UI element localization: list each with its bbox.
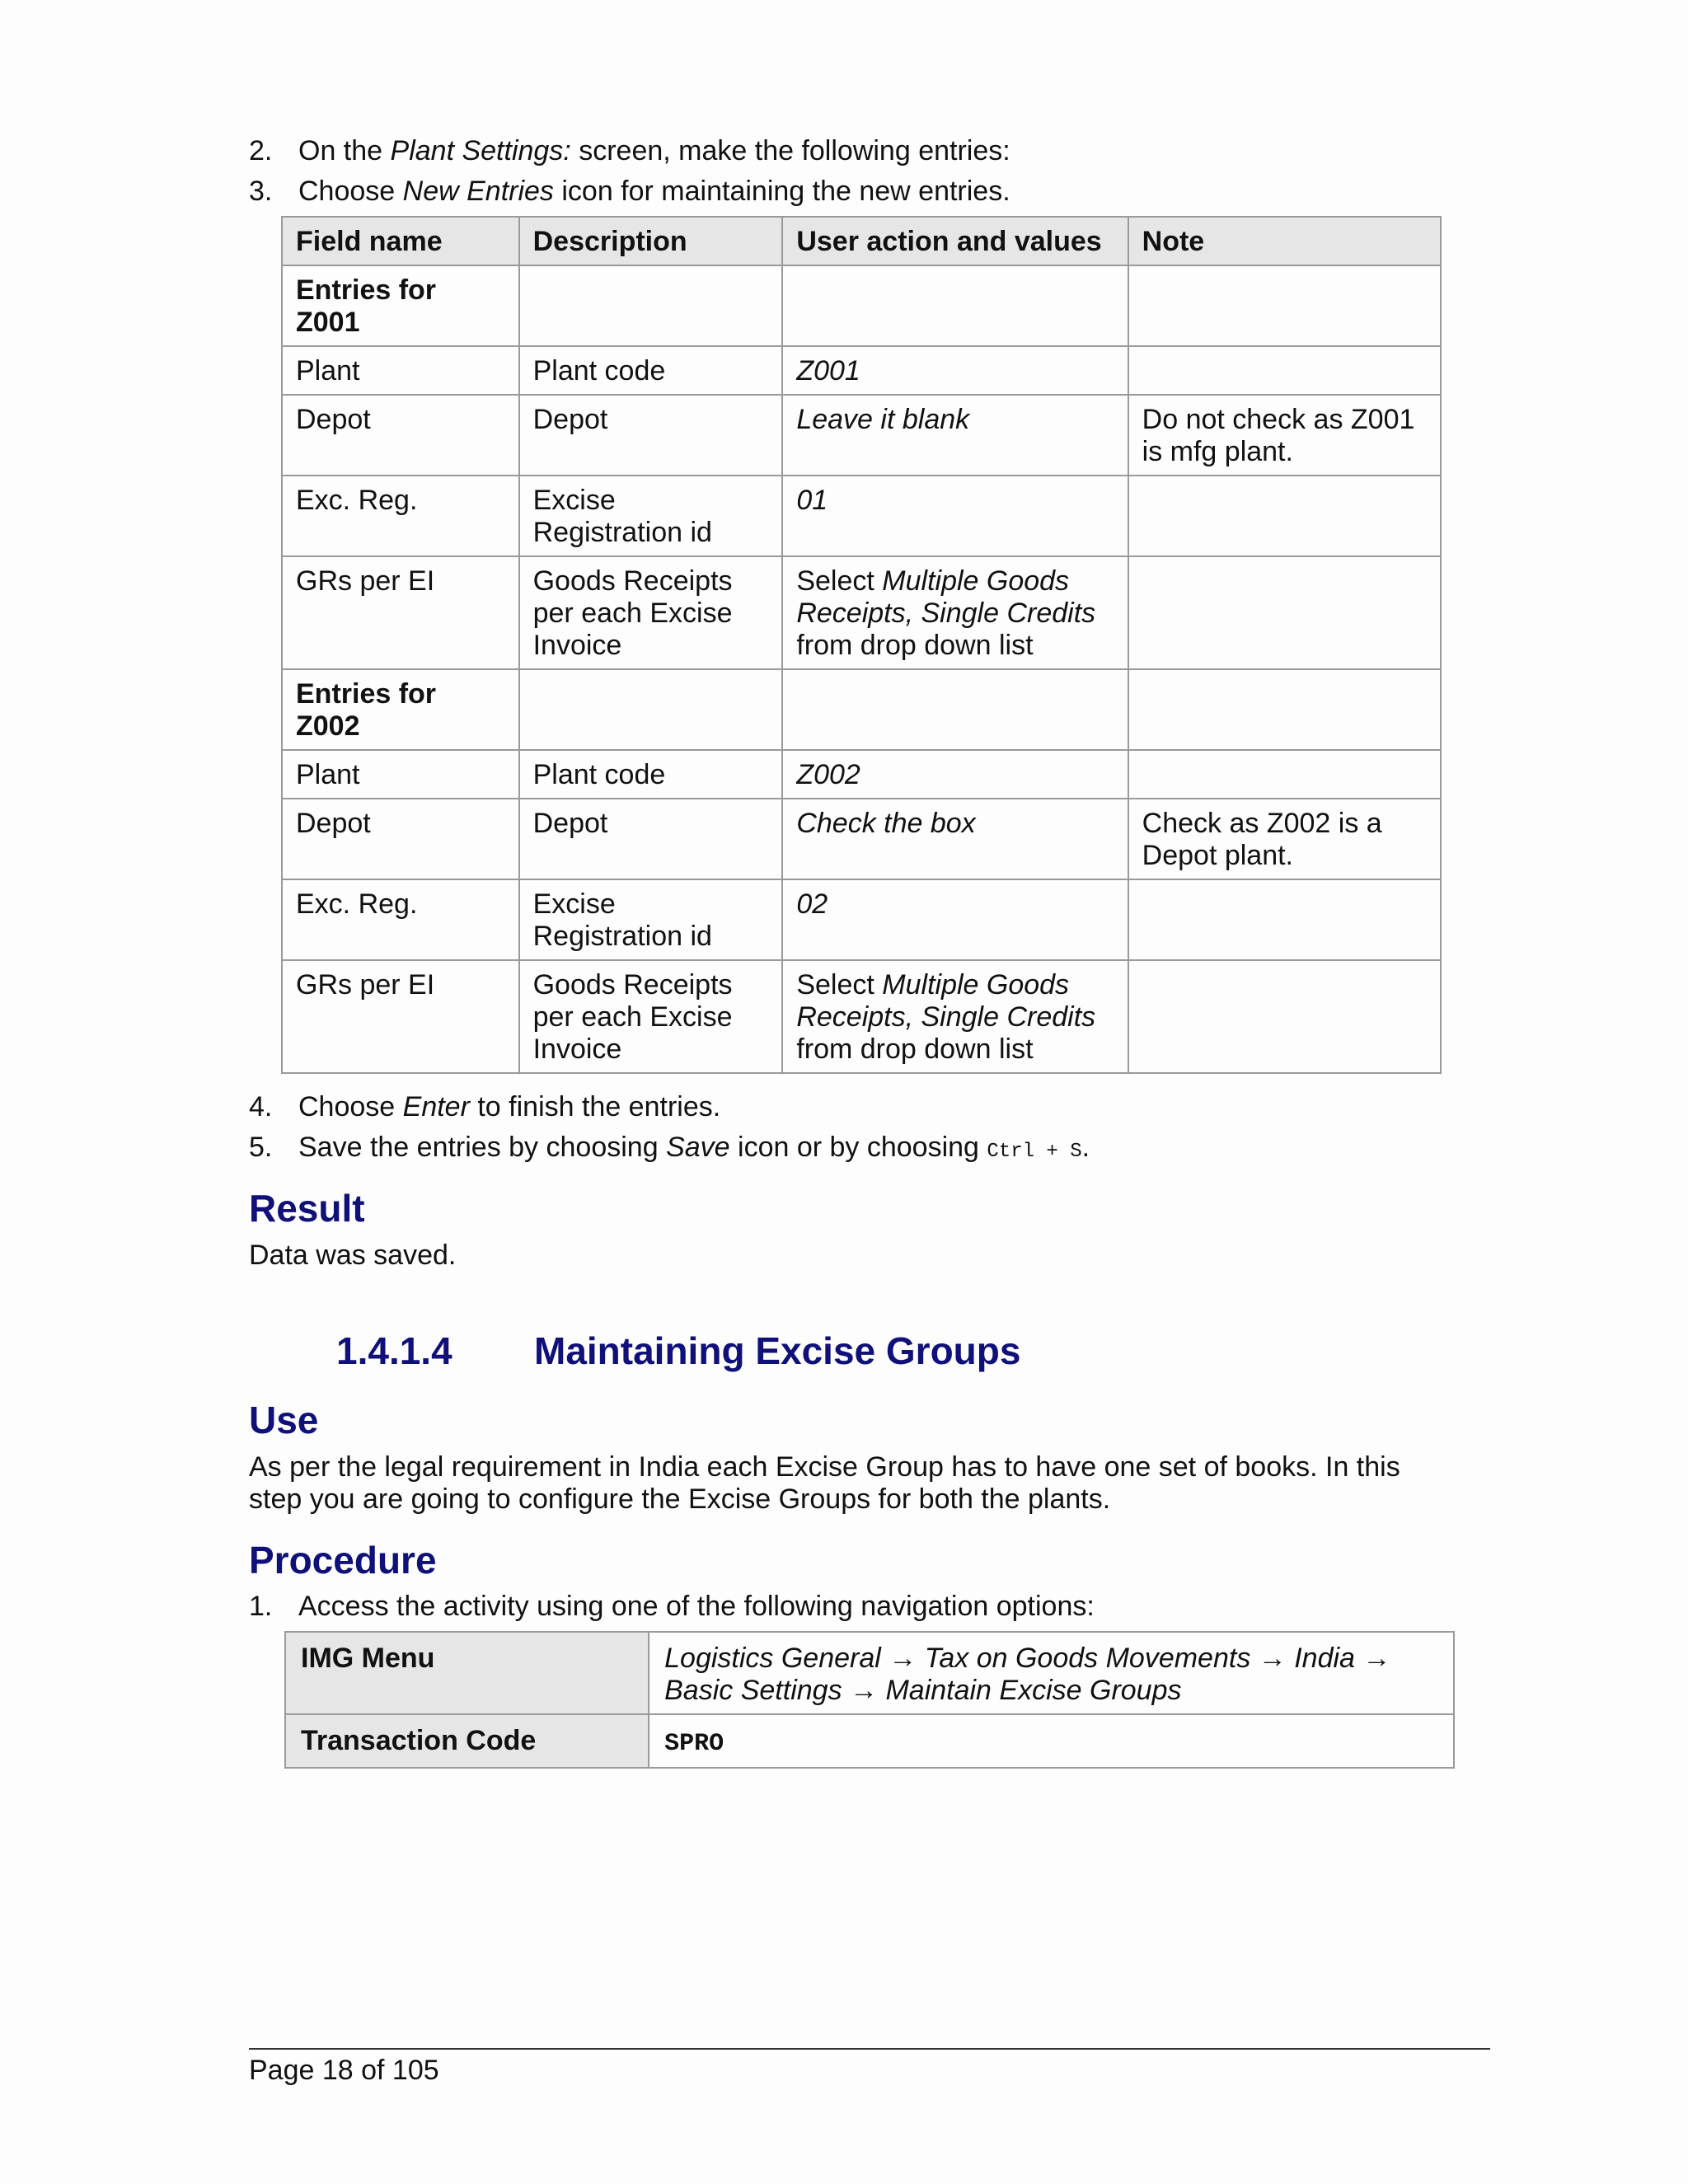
cell-note: Check as Z002 is a Depot plant.: [1128, 799, 1441, 879]
use-text: As per the legal requirement in India each Excise Group has to have one set of books. In this step you are going to configure the Excise Groups for both the plants.: [249, 1451, 1400, 1515]
cell-user-action: 01: [782, 476, 1128, 556]
step-3: 3. Choose New Entries icon for maintaining the new entries.: [249, 176, 1010, 207]
cell-field-name: Entries for Z002: [282, 669, 519, 750]
cell-description: Excise Registration id: [519, 879, 783, 960]
cell-field-name: GRs per EI: [282, 960, 519, 1073]
step-number: 5.: [249, 1132, 273, 1163]
cell-field-name: Entries for Z001: [282, 265, 519, 346]
subsection-heading: [336, 1328, 1020, 1374]
cell-user-action: Select Multiple Goods Receipts, Single Credits from drop down list: [782, 960, 1128, 1073]
table-row: [282, 476, 1441, 556]
subsection-title: Maintaining Excise Groups: [534, 1329, 1021, 1372]
step-4: 4. Choose Enter to finish the entries.: [249, 1091, 721, 1122]
cell-user-action: 02: [782, 879, 1128, 960]
cell-user-action: [782, 265, 1128, 346]
keyboard-shortcut: Ctrl + S: [987, 1141, 1082, 1163]
cell-field-name: Exc. Reg.: [282, 879, 519, 960]
cell-user-action: Select Multiple Goods Receipts, Single Credits from drop down list: [782, 556, 1128, 669]
use-heading: Use: [249, 1399, 319, 1441]
header-user-action: User action and values: [782, 217, 1128, 265]
cell-note: [1128, 879, 1441, 960]
table-row: [282, 879, 1441, 960]
transaction-code-label: Transaction Code: [285, 1714, 649, 1768]
table-row: [282, 346, 1441, 395]
footer-rule: [249, 2048, 1490, 2050]
cell-note: [1128, 750, 1441, 799]
cell-description: Plant code: [519, 750, 783, 799]
procedure-heading: Procedure: [249, 1539, 437, 1582]
img-menu-label: IMG Menu: [285, 1632, 649, 1714]
cell-description: Depot: [519, 395, 783, 476]
cell-description: [519, 265, 783, 346]
table-row: [282, 395, 1441, 476]
cell-field-name: Exc. Reg.: [282, 476, 519, 556]
subsection-number: 1.4.1.4: [336, 1329, 452, 1372]
step-number: 2.: [249, 135, 273, 166]
table-group-row: [282, 265, 1441, 346]
header-note: Note: [1128, 217, 1441, 265]
cell-description: Plant code: [519, 346, 783, 395]
table-row: [282, 960, 1441, 1073]
cell-note: [1128, 556, 1441, 669]
transaction-code-value: SPRO: [649, 1714, 1454, 1768]
cell-description: Goods Receipts per each Excise Invoice: [519, 556, 783, 669]
cell-user-action: [782, 669, 1128, 750]
step-2: 2. On the Plant Settings: screen, make the following entries:: [249, 135, 1010, 166]
procedure-step-1: 1. Access the activity using one of the following navigation options:: [249, 1591, 1095, 1622]
result-heading: Result: [249, 1187, 365, 1230]
transaction-code-row: [285, 1714, 1454, 1768]
header-description: Description: [519, 217, 783, 265]
cell-user-action: Leave it blank: [782, 395, 1128, 476]
cell-description: [519, 669, 783, 750]
cell-field-name: Plant: [282, 750, 519, 799]
table-group-row: [282, 669, 1441, 750]
header-field-name: Field name: [282, 217, 519, 265]
table-row: [282, 750, 1441, 799]
cell-description: Goods Receipts per each Excise Invoice: [519, 960, 783, 1073]
img-menu-path: Logistics General → Tax on Goods Movements → India → Basic Settings → Maintain Excise Groups: [649, 1632, 1454, 1714]
plant-settings-table: [281, 216, 1442, 1074]
cell-note: [1128, 476, 1441, 556]
step-5: 5. Save the entries by choosing Save icon or by choosing Ctrl + S.: [249, 1132, 1090, 1163]
cell-note: Do not check as Z001 is mfg plant.: [1128, 395, 1441, 476]
table-row: [282, 556, 1441, 669]
cell-note: [1128, 346, 1441, 395]
cell-user-action: Z002: [782, 750, 1128, 799]
navigation-options-table: [284, 1631, 1455, 1769]
cell-note: [1128, 265, 1441, 346]
cell-field-name: Depot: [282, 395, 519, 476]
table-row: [282, 799, 1441, 879]
img-menu-row: [285, 1632, 1454, 1714]
cell-user-action: Z001: [782, 346, 1128, 395]
cell-field-name: Depot: [282, 799, 519, 879]
step-number: 3.: [249, 176, 273, 207]
cell-description: Depot: [519, 799, 783, 879]
step-number: 4.: [249, 1091, 273, 1122]
table-header-row: [282, 217, 1441, 265]
step-number: 1.: [249, 1591, 273, 1622]
cell-field-name: Plant: [282, 346, 519, 395]
cell-note: [1128, 960, 1441, 1073]
cell-user-action: Check the box: [782, 799, 1128, 879]
cell-field-name: GRs per EI: [282, 556, 519, 669]
result-text: Data was saved.: [249, 1240, 457, 1271]
cell-description: Excise Registration id: [519, 476, 783, 556]
cell-note: [1128, 669, 1441, 750]
page-number: Page 18 of 105: [249, 2055, 439, 2086]
